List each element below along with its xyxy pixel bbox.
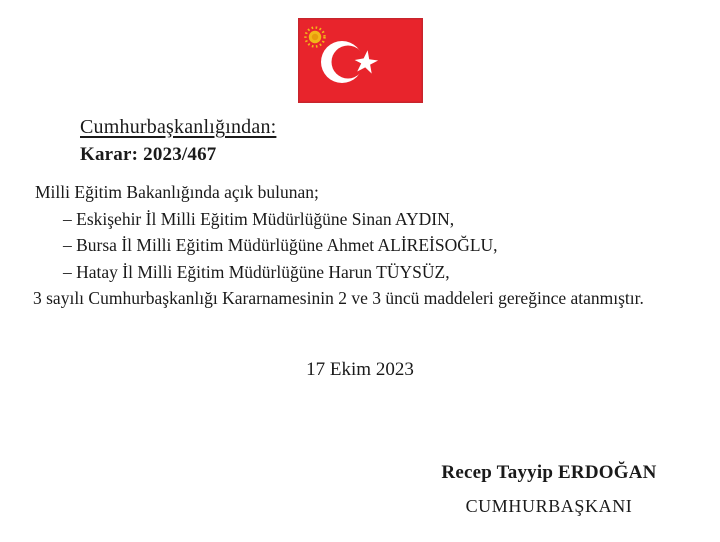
signatory-title: CUMHURBAŞKANI [465,496,633,516]
decree-date: 17 Ekim 2023 [306,359,414,380]
decree-body [33,179,690,312]
appointment-line: – Hatay İl Milli Eğitim Müdürlüğüne Harun TÜYSÜZ, [63,261,450,282]
decision-number: Karar: 2023/467 [80,144,217,165]
turkish-flag [298,18,423,103]
appointment-line: – Eskişehir İl Milli Eğitim Müdürlüğüne Sinan AYDIN, [63,208,455,229]
decree-closing-line: 3 sayılı Cumhurbaşkanlığı Kararnamesinin 2 ve 3 üncü maddeleri gereğince atanmıştır. [33,288,644,308]
issuing-authority-heading: Cumhurbaşkanlığından: [80,116,277,138]
signatory-name: Recep Tayyip ERDOĞAN [441,462,657,483]
appointment-line: – Bursa İl Milli Eğitim Müdürlüğüne Ahmet ALİREİSOĞLU, [63,235,498,255]
decree-intro-line: Milli Eğitim Bakanlığında açık bulunan; [35,182,319,202]
signature-block [439,462,659,517]
